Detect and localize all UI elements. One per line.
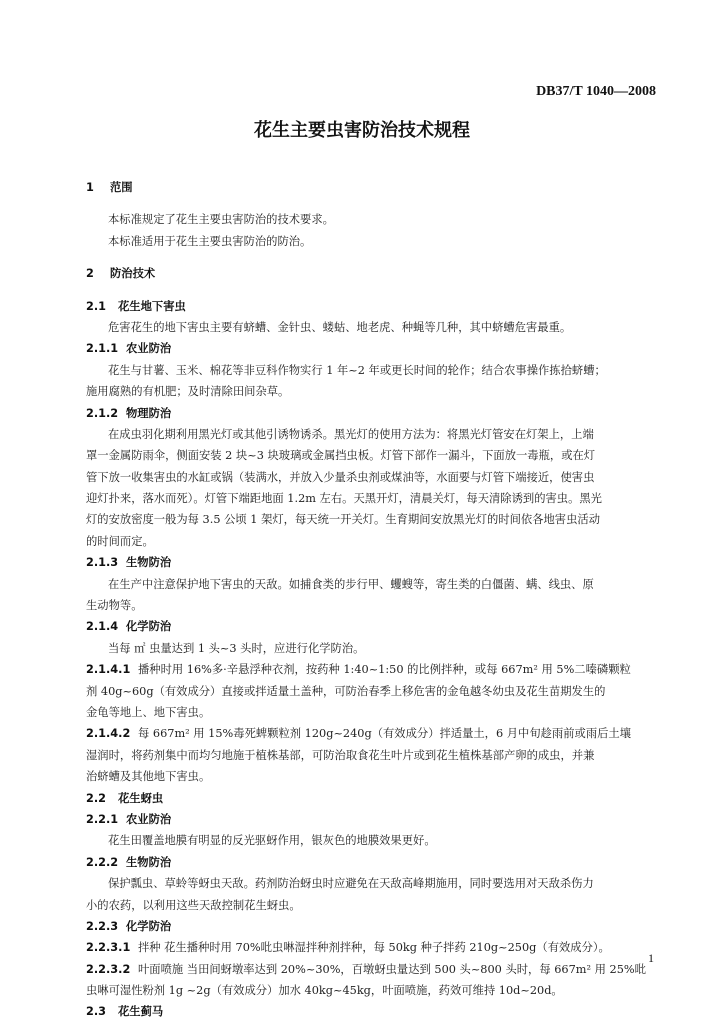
section-number: 2.1.3 [86, 556, 119, 570]
paragraph-line: 施用腐熟的有机肥；及时清除田间杂草。 [86, 385, 290, 399]
section-number: 2.2.1 [86, 812, 119, 826]
section-number: 2.2.3 [86, 919, 119, 933]
paragraph-line: 危害花生的地下害虫主要有蛴螬、金针虫、蝼蛄、地老虎、种蝇等几种，其中蛴螬危害最重。 [108, 320, 572, 334]
section-title: 物理防治 [126, 406, 172, 420]
section-title: 生物防治 [126, 556, 172, 570]
section-number: 2.1 [86, 299, 107, 313]
paragraph-line: 花生与甘薯、玉米、棉花等非豆科作物实行 1 年~2 年或更长时间的轮作；结合农事操作拣拾蛴螬； [108, 363, 606, 377]
section-heading [86, 177, 658, 198]
section-heading [86, 788, 658, 809]
section-number: 2 [86, 267, 94, 281]
section-title: 化学防治 [126, 919, 172, 933]
paragraph-line: 在生产中注意保护地下害虫的天敌。如捕食类的步行甲、蠼螋等，寄生类的白僵菌、螨、线虫、原 [108, 577, 594, 591]
clause-text: 每 667m² 用 15%毒死蜱颗粒剂 120g~240g（有效成分）拌适量土，6 月中旬趁雨前或雨后土壤 [138, 727, 632, 741]
section-heading [86, 263, 658, 284]
section-heading [86, 809, 658, 830]
section-heading [86, 296, 658, 317]
clause-line [86, 937, 658, 958]
paragraph-line: 本标准规定了花生主要虫害防治的技术要求。 [108, 213, 334, 227]
section-title: 农业防治 [126, 342, 172, 356]
standard-code: DB37/T 1040—2008 [536, 84, 656, 99]
paragraph-line: 在成虫羽化期利用黑光灯或其他引诱物诱杀。黑光灯的使用方法为：将黑光灯管安在灯架上，上端 [108, 427, 594, 441]
clause-number: 2.1.4.2 [86, 727, 131, 741]
paragraph-line: 罩一金属防雨伞，侧面安装 2 块~3 块玻璃或金属挡虫板。灯管下部作一漏斗，下面放一毒瓶，或在灯 [86, 449, 596, 463]
clause-text: 叶面喷施 当田间蚜墩率达到 20%~30%，百墩蚜虫量达到 500 头~800 头时，每 667m² 用 25%吡 [138, 962, 646, 976]
clause-line: 剂 40g~60g（有效成分）直接或拌适量土盖种，可防治春季上移危害的金龟越冬幼虫及花生苗期发生的 [86, 684, 606, 698]
clause-line [86, 959, 658, 980]
section-number: 2.3 [86, 1005, 107, 1019]
section-number: 2.1.1 [86, 342, 119, 356]
paragraph-line: 当每 ㎡ 虫量达到 1 头~3 头时，应进行化学防治。 [108, 641, 365, 655]
clause-text: 拌种 花生播种时用 70%吡虫啉湿拌种剂拌种，每 50kg 种子拌药 210g~250g（有效成分）。 [138, 941, 610, 955]
section-title: 花生地下害虫 [118, 299, 186, 313]
clause-line: 金龟等地上、地下害虫。 [86, 705, 211, 719]
paragraph-line: 的时间而定。 [86, 534, 154, 548]
section-heading [86, 616, 658, 637]
section-heading [86, 403, 658, 424]
section-title: 范围 [110, 181, 133, 194]
paragraph-line: 保护瓢虫、草蛉等蚜虫天敌。药剂防治蚜虫时应避免在天敌高峰期施用，同时要选用对天敌杀伤力 [108, 877, 594, 891]
document-body [86, 177, 658, 1023]
clause-line [86, 723, 658, 744]
paragraph-line: 小的农药，以利用这些天敌控制花生蚜虫。 [86, 898, 301, 912]
section-heading [86, 916, 658, 937]
document-title: 花生主要虫害防治技术规程 [254, 120, 470, 141]
section-number: 2.1.4 [86, 620, 119, 634]
clause-number: 2.2.3.2 [86, 962, 131, 976]
section-title: 化学防治 [126, 620, 172, 634]
clause-number: 2.2.3.1 [86, 941, 131, 955]
section-title: 生物防治 [126, 855, 172, 869]
page-number: 1 [648, 951, 654, 965]
clause-line: 湿润时，将药剂集中而均匀地施于植株基部，可防治取食花生叶片或到花生植株基部产卵的成虫，并兼 [86, 748, 595, 762]
section-title: 农业防治 [126, 812, 172, 826]
clause-line: 虫啉可湿性粉剂 1g ~2g（有效成分）加水 40kg~45kg，叶面喷施，药效可维持 10d~20d。 [86, 984, 563, 998]
section-number: 2.2 [86, 791, 107, 805]
section-number: 2.1.2 [86, 406, 119, 420]
paragraph-line: 迎灯扑来，落水而死）。灯管下端距地面 1.2m 左右。天黑开灯，清晨关灯，每天清除诱到的害虫。黑光 [86, 492, 602, 506]
paragraph-line: 生动物等。 [86, 599, 143, 613]
paragraph-line: 本标准适用于花生主要虫害防治的防治。 [108, 234, 312, 248]
section-heading [86, 1001, 658, 1022]
paragraph-line: 灯的安放密度一般为每 3.5 公顷 1 架灯，每天统一开关灯。生育期间安放黑光灯的时间依各地害虫活动 [86, 513, 600, 527]
section-title: 花生蓟马 [118, 1005, 164, 1019]
paragraph-line: 管下放一收集害虫的水缸或锅（装满水，并放入少量杀虫剂或煤油等，水面要与灯管下端接近，使害虫 [86, 470, 595, 484]
section-title: 花生蚜虫 [118, 791, 164, 805]
clause-text: 播种时用 16%多·辛悬浮种衣剂，按药种 1:40~1:50 的比例拌种，或每 667m² 用 5%二嗪磷颗粒 [138, 663, 631, 677]
paragraph-line: 花生田覆盖地膜有明显的反光驱蚜作用，银灰色的地膜效果更好。 [108, 834, 436, 848]
section-number: 1 [86, 181, 94, 194]
clause-number: 2.1.4.1 [86, 663, 131, 677]
clause-line: 治蛴螬及其他地下害虫。 [86, 770, 211, 784]
section-heading [86, 852, 658, 873]
section-number: 2.2.2 [86, 855, 119, 869]
clause-line [86, 659, 658, 680]
section-heading [86, 338, 658, 359]
section-heading [86, 552, 658, 573]
section-title: 防治技术 [110, 267, 156, 281]
